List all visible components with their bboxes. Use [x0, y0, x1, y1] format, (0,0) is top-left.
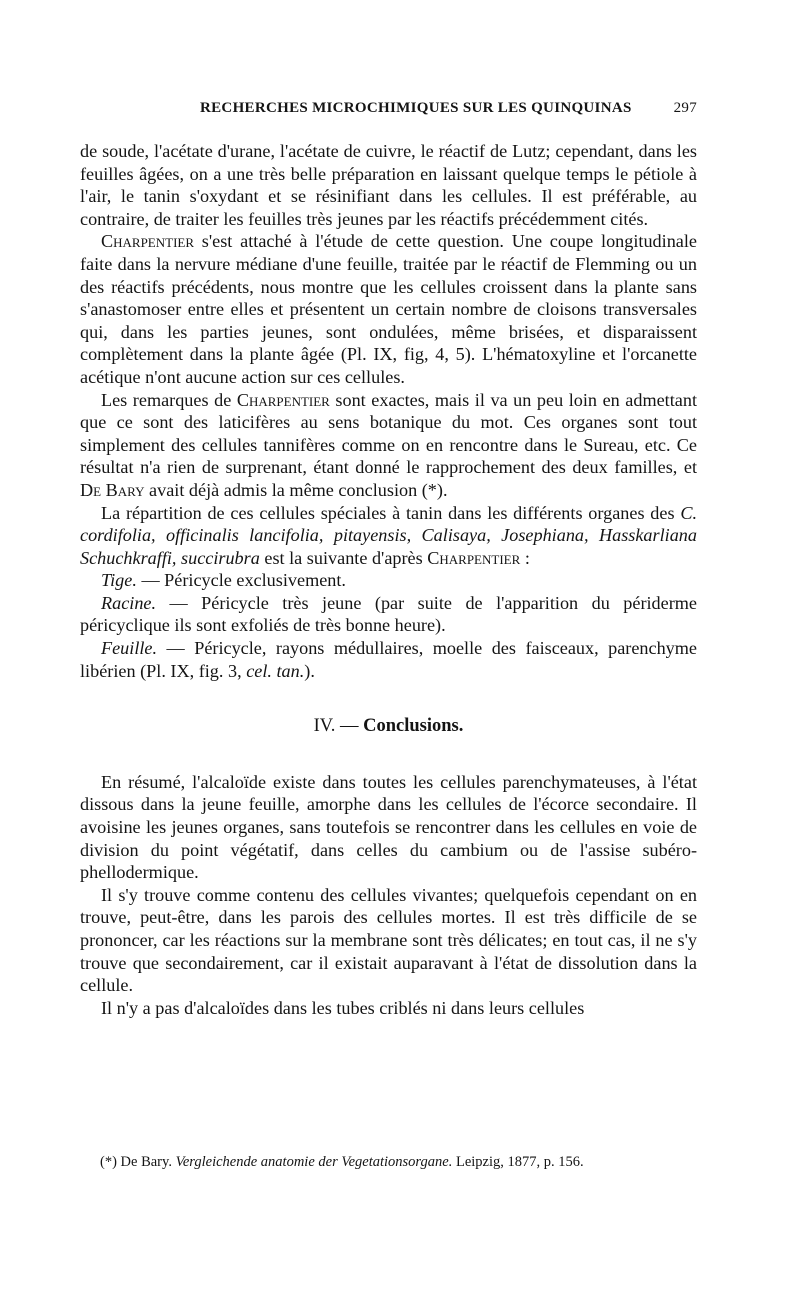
- footnote-title: Vergleichende anatomie der Vegetationsorgane.: [175, 1154, 453, 1170]
- author-name: Charpentier: [101, 231, 195, 252]
- figure-abbreviation: cel. tan.: [246, 660, 305, 681]
- organ-description: — Péricycle exclusivement.: [136, 570, 346, 591]
- list-item-feuille: [80, 637, 697, 682]
- footnote: [100, 1153, 720, 1171]
- paragraph-distribution: [80, 502, 697, 570]
- organ-label: Racine.: [101, 592, 157, 613]
- paragraph-charpentier-study: [80, 230, 697, 388]
- species-list: C. cordifolia, officinalis lancifolia, pitayensis, Calisaya, Josephiana, Hasskarliana Schuchkraffi, succirubra: [80, 502, 697, 568]
- paragraph-text: Les remarques de: [101, 389, 237, 410]
- footnote-marker: (*): [100, 1154, 117, 1170]
- footnote-author: De Bary.: [116, 1154, 176, 1170]
- list-item-tige: [80, 569, 697, 592]
- paragraph-text: La répartition de ces cellules spéciales à tanin dans les différents organes des: [101, 502, 681, 523]
- running-head: [80, 100, 697, 124]
- author-name: Charpentier: [236, 389, 330, 410]
- author-name: De Bary: [80, 479, 145, 500]
- paragraph-text: de soude, l'acétate d'urane, l'acétate de cuivre, le réactif de Lutz; cependant, dans les feuilles âgées, on a une très belle préparation en laissant quelque temps le pétiole à l'air, le tanin s'oxydant et se résinifiant dans les cellules. Il est préférable, au contraire, de traiter les feuilles très jeunes par les réactifs précédemment cités.: [80, 141, 697, 229]
- organ-description: — Péricycle très jeune (par suite de l'apparition du périderme péricyclique ils sont exfoliés de très bonne heure).: [80, 592, 697, 636]
- paragraph-text: :: [520, 547, 530, 568]
- paragraph-text: Il n'y a pas d'alcaloïdes dans les tubes criblés ni dans leurs cellules: [101, 997, 585, 1018]
- paragraph-text: Il s'y trouve comme contenu des cellules vivantes; quelquefois cependant on en trouve, peut-être, dans les parois des cellules mortes. Il est très difficile de se prononcer, car les réactions sur la membrane sont très délicates; en tout cas, il ne s'y trouve que secondairement, car il existait auparavant à l'état de dissolution dans la cellule.: [80, 884, 697, 996]
- paragraph-charpentier-remarks: [80, 389, 697, 502]
- paragraph-tannin-reactives: [80, 140, 697, 230]
- paragraph-sieve-tubes: [80, 997, 697, 1020]
- list-item-racine: [80, 592, 697, 637]
- section-dash: —: [335, 716, 364, 737]
- paragraph-text: En résumé, l'alcaloïde existe dans toutes les cellules parenchymateuses, à l'état dissous dans la jeune feuille, amorphe dans les cellules de l'écorce secondaire. Il avoisine les jeunes organes, sans toutefois se rencontrer dans les cellules en voie de division du point végétatif, dans celles du cambium ou de l'assise subéro-phellodermique.: [80, 771, 697, 883]
- paragraph-text: s'est attaché à l'étude de cette question. Une coupe longitudinale faite dans la nervure médiane d'une feuille, traitée par le réactif de Flemming ou un des réactifs précédents, nous montre que les cellules croissent dans la plante sans s'anastomoser entre elles et présentent un certain nombre de cloisons transversales qui, dans les parties jeunes, sont ondulées, même brisées, et disparaissent complètement dans la plante âgée (Pl. IX, fig, 4, 5). L'hématoxyline et l'orcanette acétique n'ont aucune action sur ces cellules.: [80, 231, 697, 387]
- organ-label: Tige.: [101, 570, 137, 591]
- paragraph-text: avait déjà admis la même conclusion (*).: [144, 479, 448, 500]
- organ-description: ).: [304, 660, 315, 681]
- footnote-publication: Leipzig, 1877, p. 156.: [452, 1154, 584, 1170]
- paragraph-text: est la suivante d'après: [259, 547, 428, 568]
- paragraph-text: sont exactes, mais il va un peu loin en admettant que ce sont des laticifères au sens botanique du mot. Ces organes sont tout simplement des cellules tannifères comme on en rencontre dans le Sureau, etc. Ce résultat n'a rien de surprenant, étant donné le rapprochement des deux familles, et: [80, 389, 697, 478]
- section-number: IV.: [313, 716, 336, 737]
- organ-description: — Péricycle, rayons médullaires, moelle des faisceaux, parenchyme libérien (Pl. IX, fig. 3,: [80, 638, 697, 681]
- body-text: [80, 140, 697, 1019]
- organ-label: Feuille.: [101, 638, 158, 659]
- paragraph-living-cells: [80, 884, 697, 997]
- section-heading: [80, 715, 697, 738]
- paragraph-summary: [80, 771, 697, 884]
- section-title: Conclusions.: [363, 716, 464, 737]
- page-number: 297: [673, 100, 697, 116]
- running-title: RECHERCHES MICROCHIMIQUES SUR LES QUINQUINAS: [200, 100, 632, 116]
- author-name: Charpentier: [427, 547, 521, 568]
